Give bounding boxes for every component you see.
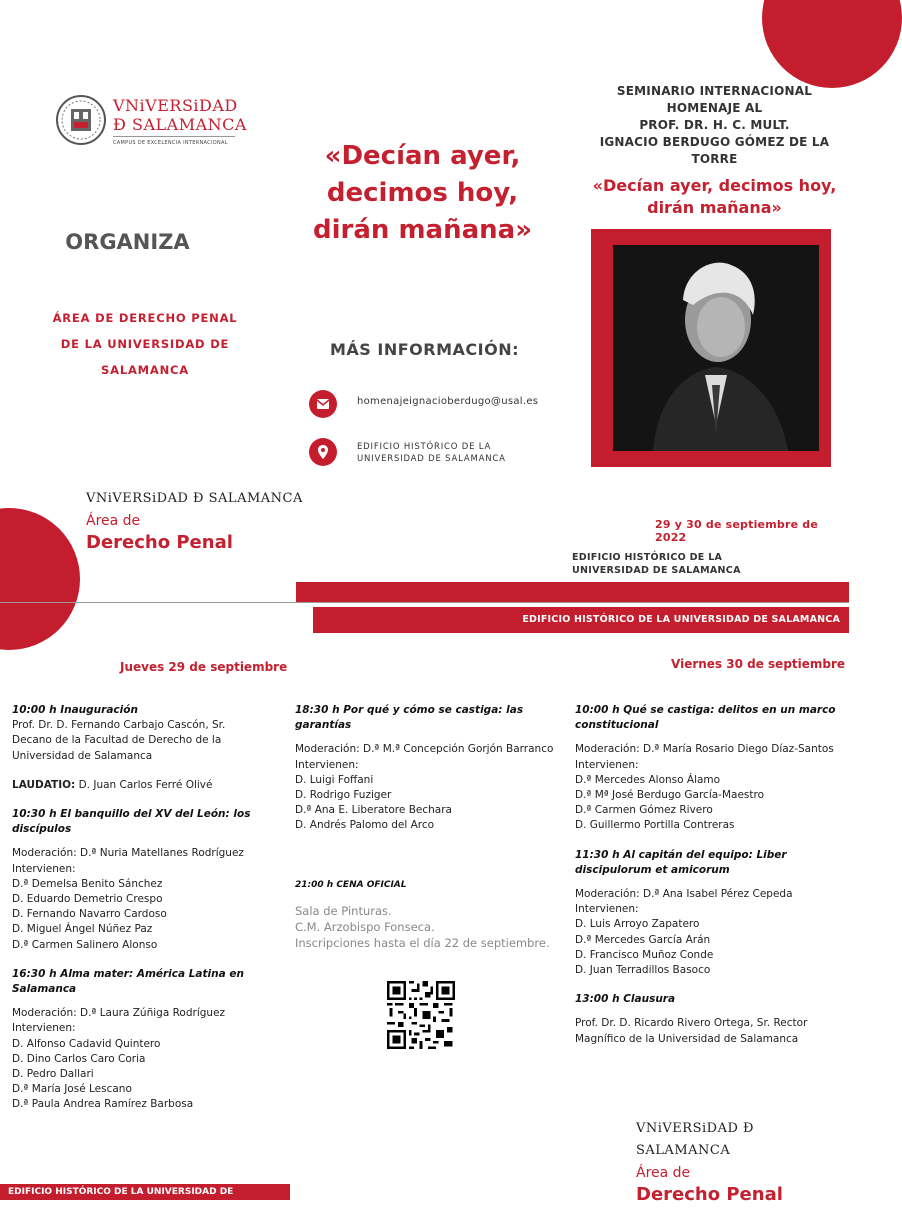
contact-address — [357, 441, 557, 465]
speaker: D. Andrés Palomo del Arco — [295, 819, 435, 832]
decorative-circle-top-right — [762, 0, 902, 88]
seminar-line2: HOMENAJE AL — [666, 101, 763, 115]
session-moderator: Moderación: D.ª María Rosario Diego Díaz-Santos — [575, 743, 834, 756]
session-moderator: Moderación: D.ª Nuria Matellanes Rodríguez — [12, 847, 244, 860]
speaker: D. Fernando Navarro Cardoso — [12, 908, 167, 921]
organizer-line2: DE LA UNIVERSIDAD DE — [60, 337, 230, 351]
speaker: D.ª Mª José Berdugo García-Maestro — [575, 789, 765, 802]
more-info-heading: MÁS INFORMACIÓN: — [330, 340, 519, 359]
laudatio — [12, 778, 287, 793]
dinner-registration: Inscripciones hasta el día 22 de septiembre. — [295, 935, 550, 950]
session-heading: 11:30 h Al capitán del equipo: Liber — [575, 848, 787, 861]
organizer-line1: ÁREA DE DERECHO PENAL — [52, 311, 238, 325]
fold-divider — [0, 602, 849, 603]
footer-banner: EDIFICIO HISTÓRICO DE LA UNIVERSIDAD DE SALAMANCA — [0, 1184, 290, 1200]
session-heading: discípulos — [12, 823, 72, 836]
session-speakers-label: Intervienen: — [575, 758, 639, 771]
university-name-line1: VNiVERSiDAD — [113, 96, 238, 115]
speaker: D.ª Mercedes García Arán — [575, 933, 711, 946]
session-speakers-label: Intervienen: — [575, 903, 639, 916]
area-logo-university: VNiVERSiDAD Ð SALAMANCA — [636, 1121, 755, 1158]
qr-code[interactable] — [387, 981, 455, 1049]
session-moderator: Moderación: D.ª M.ª Concepción Gorjón Barranco — [295, 743, 554, 756]
area-logo-university: VNiVERSiDAD Ð SALAMANCA — [86, 491, 303, 506]
day-thursday: Jueves 29 de septiembre — [120, 660, 288, 674]
mail-icon — [309, 390, 337, 418]
session-heading: 10:30 h El banquillo del XV del León: los — [12, 808, 251, 821]
session-line: Prof. Dr. D. Ricardo Rivero Ortega, Sr. Rector — [575, 1017, 808, 1030]
speaker: D.ª Paula Andrea Ramírez Barbosa — [12, 1098, 194, 1111]
speaker: D.ª Mercedes Alonso Álamo — [575, 773, 721, 786]
speaker: D. Guillermo Portilla Contreras — [575, 819, 735, 832]
session-heading: 18:30 h Por qué y cómo se castiga: las garantías — [295, 704, 524, 732]
contact-email[interactable]: homenajeignacioberdugo@usal.es — [357, 396, 539, 407]
area-logo-line2: Derecho Penal — [636, 1184, 783, 1205]
speaker: D. Alfonso Cadavid Quintero — [12, 1037, 161, 1050]
seminar-line3: PROF. DR. H. C. MULT. — [639, 118, 790, 132]
seminar-line5: TORRE — [691, 152, 738, 166]
event-venue — [572, 551, 741, 577]
area-logo-bottom — [636, 1118, 849, 1206]
contact-address-line2: UNIVERSIDAD DE SALAMANCA — [357, 454, 506, 464]
session-heading: 13:00 h Clausura — [575, 993, 676, 1006]
area-logo-line1: Área de — [86, 513, 141, 529]
session-heading: 10:00 h Qué se castiga: delitos en un marco — [575, 704, 836, 716]
university-logo — [55, 94, 255, 154]
speaker: D. Luis Arroyo Zapatero — [575, 918, 700, 931]
session-speakers-label: Intervienen: — [12, 862, 76, 875]
organiza-heading: ORGANIZA — [65, 230, 190, 254]
university-seal-icon — [55, 94, 107, 146]
session-heading: 10:00 h Inauguración — [12, 704, 138, 716]
dinner-place: C.M. Arzobispo Fonseca. — [295, 919, 435, 934]
portrait-photo — [613, 245, 819, 451]
speaker: D.ª Ana E. Liberatore Bechara — [295, 804, 452, 817]
session-heading: discipulorum et amicorum — [575, 863, 730, 876]
main-title-line1: «Decían ayer, — [324, 141, 521, 171]
university-name-line2: Ð SALAMANCA — [113, 115, 247, 134]
speaker: D. Francisco Muñoz Conde — [575, 948, 714, 961]
seminar-heading — [582, 83, 847, 168]
map-pin-icon — [309, 438, 337, 466]
session-line: Decano de la Facultad de Derecho de la — [12, 734, 222, 747]
area-logo-line2: Derecho Penal — [86, 532, 233, 553]
dinner-details — [295, 903, 560, 951]
seminar-line4: IGNACIO BERDUGO GÓMEZ DE LA — [599, 135, 830, 149]
speaker: D. Eduardo Demetrio Crespo — [12, 893, 163, 906]
seminar-title — [582, 175, 847, 219]
program-column-1 — [12, 703, 287, 1113]
session-heading: Salamanca — [12, 983, 77, 996]
session-line: Magnífico de la Universidad de Salamanca — [575, 1032, 799, 1045]
seminar-title-line1: «Decían ayer, decimos hoy, — [592, 176, 837, 195]
day-friday: Viernes 30 de septiembre — [671, 657, 846, 671]
main-title-line3: dirán mañana» — [313, 215, 532, 245]
laudatio-name: D. Juan Carlos Ferré Olivé — [75, 778, 213, 791]
main-title-line2: decimos hoy, — [326, 178, 519, 208]
organizer-name — [40, 305, 250, 383]
dinner-venue: Sala de Pinturas. — [295, 903, 392, 918]
speaker: D.ª Demelsa Benito Sánchez — [12, 877, 163, 890]
session-moderator: Moderación: D.ª Ana Isabel Pérez Cepeda — [575, 888, 793, 901]
main-title — [290, 138, 555, 249]
session-heading: constitucional — [575, 719, 659, 732]
university-tagline: CAMPUS DE EXCELENCIA INTERNACIONAL — [113, 140, 228, 146]
laudatio-label: LAUDATIO: — [12, 778, 76, 791]
university-name — [113, 96, 247, 134]
logo-divider — [113, 136, 235, 137]
speaker: D. Miguel Ángel Núñez Paz — [12, 923, 153, 936]
area-logo-top — [86, 488, 303, 554]
area-logo-line1: Área de — [636, 1165, 691, 1181]
decorative-circle-left — [0, 508, 80, 650]
session-line: Universidad de Salamanca — [12, 749, 153, 762]
session-speakers-label: Intervienen: — [12, 1022, 76, 1035]
program-column-3 — [575, 703, 840, 1047]
event-venue-line2: UNIVERSIDAD DE SALAMANCA — [572, 565, 741, 576]
speaker: D. Luigi Foffani — [295, 773, 374, 786]
speaker: D. Dino Carlos Caro Coria — [12, 1052, 146, 1065]
program-column-2 — [295, 703, 560, 951]
venue-banner: EDIFICIO HISTÓRICO DE LA UNIVERSIDAD DE SALAMANCA — [313, 607, 849, 633]
speaker: D. Rodrigo Fuziger — [295, 789, 392, 802]
seminar-title-line2: dirán mañana» — [647, 198, 782, 217]
organizer-line3: SALAMANCA — [101, 363, 189, 377]
speaker: D.ª María José Lescano — [12, 1083, 132, 1096]
seminar-line1: SEMINARIO INTERNACIONAL — [616, 84, 813, 98]
session-line: Prof. Dr. D. Fernando Carbajo Cascón, Sr. — [12, 719, 226, 732]
contact-address-line1: EDIFICIO HISTÓRICO DE LA — [357, 442, 492, 452]
event-dates: 29 y 30 de septiembre de 2022 — [655, 518, 818, 544]
session-speakers-label: Intervienen: — [295, 758, 359, 771]
speaker: D. Juan Terradillos Basoco — [575, 964, 711, 977]
dinner-heading: 21:00 h CENA OFICIAL — [295, 879, 407, 890]
speaker: D. Pedro Dallari — [12, 1068, 94, 1081]
event-venue-line1: EDIFICIO HISTÓRICO DE LA — [572, 552, 723, 563]
speaker: D.ª Carmen Salinero Alonso — [12, 938, 158, 951]
red-bar — [296, 582, 849, 603]
speaker: D.ª Carmen Gómez Rivero — [575, 804, 713, 817]
session-heading: 16:30 h Alma mater: América Latina en — [12, 967, 244, 980]
session-moderator: Moderación: D.ª Laura Zúñiga Rodríguez — [12, 1007, 226, 1020]
